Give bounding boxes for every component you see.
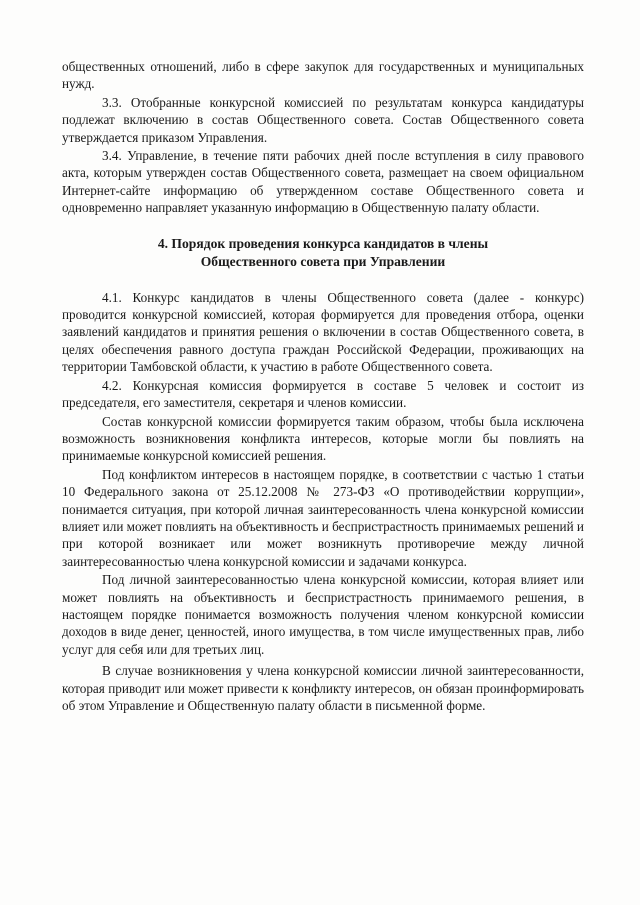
section-heading-line1: 4. Порядок проведения конкурса кандидатов в члены (157, 235, 489, 251)
section-heading-line2: Общественного совета при Управлении (200, 253, 446, 269)
paragraph-conflict-of-interest: Под конфликтом интересов в настоящем порядке, в соответствии с частью 1 статьи 10 Федерального закона от 25.12.2008 № 273-ФЗ «О противодействии коррупции», понимается ситуация, при которой личная заинтересованность члена конкурсной комиссии влияет или может повлиять на объективность и беспристрастность принимаемых решений и при которой возникает или может возникнуть противоречие между личной заинтересованностью члена конкурсной комиссии и задачами конкурса. (62, 466, 584, 569)
paragraph-commission-composition: Состав конкурсной комиссии формируется таким образом, чтобы была исключена возможность возникновения конфликта интересов, которые могли бы повлиять на принимаемые конкурсной комиссией решения. (62, 413, 584, 464)
paragraph-4-2: 4.2. Конкурсная комиссия формируется в составе 5 человек и состоит из председателя, его заместителя, секретаря и членов комиссии. (62, 377, 584, 411)
paragraph-3-3: 3.3. Отобранные конкурсной комиссией по результатам конкурса кандидатуры подлежат включению в состав Общественного совета. Состав Общественного совета утверждается приказом Управления. (62, 94, 584, 145)
paragraph-personal-interest: Под личной заинтересованностью члена конкурсной комиссии, которая влияет или может повлиять на объективность и беспристрастность принимаемого решения, в настоящем порядке понимается возможность получения членом конкурсной комиссии доходов в виде денег, ценностей, иного имущества, в том числе имущественных прав, либо услуг для себя или для третьих лиц. (62, 572, 584, 657)
paragraph-notification-duty: В случае возникновения у члена конкурсной комиссии личной заинтересованности, которая приводит или может привести к конфликту интересов, он обязан проинформировать об этом Управление и Общественную палату области в письменной форме. (62, 663, 584, 713)
paragraph-4-1: 4.1. Конкурс кандидатов в члены Общественного совета (далее - конкурс) проводится конкурсной комиссией, которая формируется для проведения отбора, оценки заявлений кандидатов и принятия решения о включении в состав Общественного совета, в целях обеспечения равного доступа граждан Российской Федерации, проживающих на территории Тамбовской области, к участию в работе Общественного совета. (62, 289, 584, 375)
paragraph-3-4: 3.4. Управление, в течение пяти рабочих дней после вступления в силу правового акта, которым утвержден состав Общественного совета, размещает на своем официальном Интернет-сайте информацию об утвержденном составе Общественного совета и одновременно направляет указанную информацию в Общественную палату области. (62, 148, 584, 216)
section-heading (62, 235, 584, 271)
paragraph-continuation: общественных отношений, либо в сфере закупок для государственных и муниципальных нужд. (62, 59, 584, 92)
